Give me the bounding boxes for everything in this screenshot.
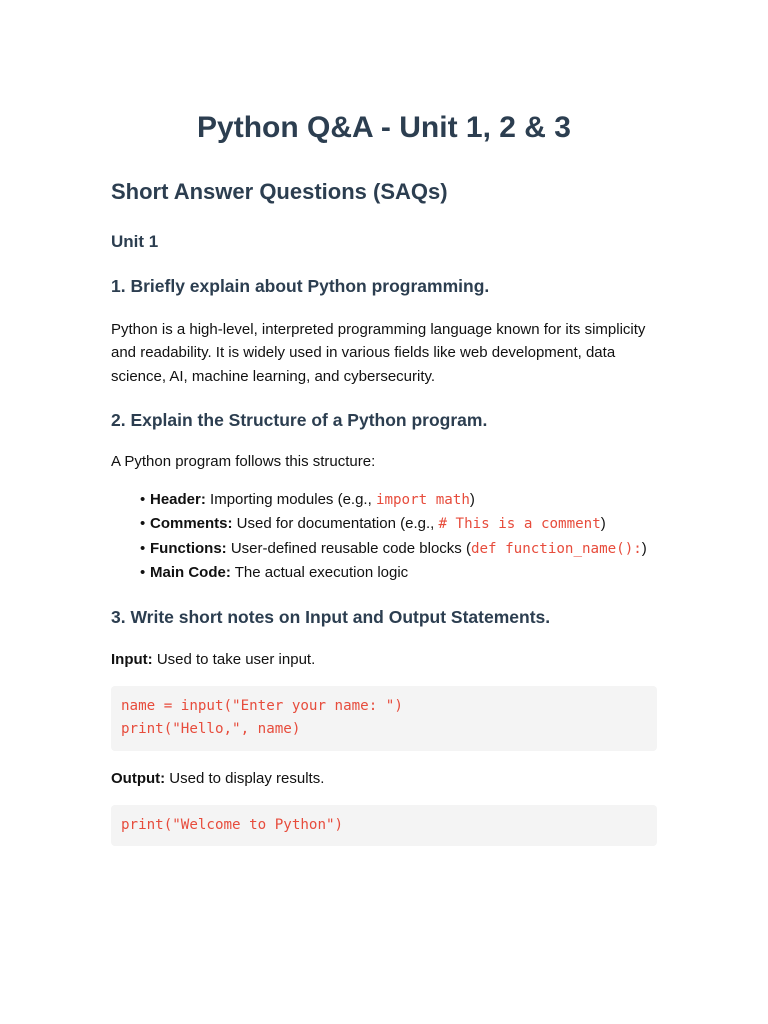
inline-code: def function_name(): xyxy=(470,540,642,557)
input-code-block xyxy=(111,686,657,751)
list-item xyxy=(140,512,657,536)
output-description xyxy=(111,767,657,790)
output-label: Output: xyxy=(111,769,166,787)
list-item xyxy=(140,488,657,512)
code-line: print("Hello,", name) xyxy=(121,721,301,738)
output-text: Used to display results. xyxy=(165,769,325,787)
list-item-close: ) xyxy=(600,515,606,533)
inline-code: import math xyxy=(375,492,470,509)
output-code-block xyxy=(111,805,657,847)
list-item-label: Functions: xyxy=(150,539,227,557)
bullet-icon: • xyxy=(140,564,146,582)
list-item xyxy=(140,537,657,561)
list-item-close: ) xyxy=(641,539,647,557)
list-item-label: Comments: xyxy=(150,515,233,533)
question-1-answer: Python is a high-level, interpreted programming language known for its simplicity and readability. It is widely used in various fields like web development, data science, AI, machine learning, and cybersecurity. xyxy=(111,321,646,385)
list-item-text: User-defined reusable code blocks ( xyxy=(226,539,471,557)
section-heading: Short Answer Questions (SAQs) xyxy=(111,179,448,204)
question-3-heading: 3. Write short notes on Input and Output Statements. xyxy=(111,607,551,628)
list-item-label: Header: xyxy=(150,491,206,509)
input-text: Used to take user input. xyxy=(152,651,316,669)
structure-list xyxy=(111,488,657,584)
input-description xyxy=(111,648,657,671)
list-item-text: The actual execution logic xyxy=(230,564,409,582)
question-1-heading: 1. Briefly explain about Python programming. xyxy=(111,276,490,296)
list-item xyxy=(140,561,657,584)
list-item-label: Main Code: xyxy=(150,564,231,582)
bullet-icon: • xyxy=(140,491,146,509)
list-item-text: Importing modules (e.g., xyxy=(205,491,376,509)
list-item-close: ) xyxy=(469,491,475,509)
input-label: Input: xyxy=(111,651,153,669)
question-2-heading: 2. Explain the Structure of a Python program. xyxy=(111,409,488,430)
list-item-text: Used for documentation (e.g., xyxy=(232,515,439,533)
question-2-intro: A Python program follows this structure: xyxy=(111,452,376,470)
document-title: Python Q&A - Unit 1, 2 & 3 xyxy=(197,111,571,144)
bullet-icon: • xyxy=(140,539,146,557)
code-line: print("Welcome to Python") xyxy=(121,816,344,833)
inline-code: # This is a comment xyxy=(438,516,601,533)
unit-heading: Unit 1 xyxy=(111,232,159,251)
bullet-icon: • xyxy=(140,515,146,533)
code-line: name = input("Enter your name: ") xyxy=(121,697,403,714)
